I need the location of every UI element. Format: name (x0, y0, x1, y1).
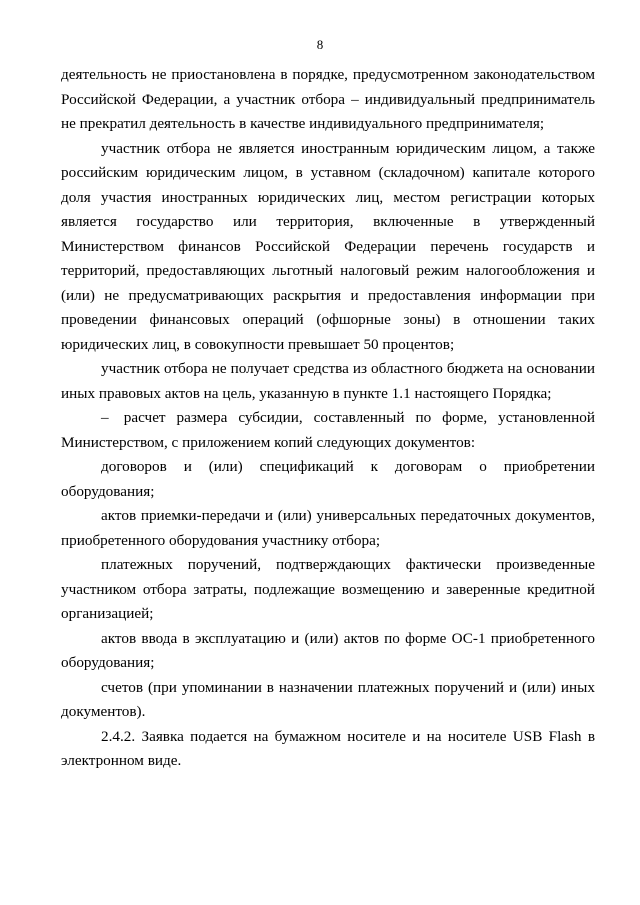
paragraph-regional-budget-condition: участник отбора не получает средства из областного бюджета на основании иных правовых актов на цель, указанную в пункте 1.1 настоящего Порядка; (61, 360, 595, 402)
paragraph-application-submission: 2.4.2. Заявка подается на бумажном носителе и на носителе USB Flash в электронном виде. (61, 727, 595, 769)
paragraph-contracts: договоров и (или) спецификаций к договорам о приобретении оборудования; (61, 458, 595, 500)
paragraph-subsidy-calculation: – расчет размера субсидии, составленный по форме, установленной Министерством, с приложением копий следующих документов: (61, 409, 595, 451)
paragraph-commissioning-acts: актов ввода в эксплуатацию и (или) актов по форме ОС-1 приобретенного оборудования; (61, 629, 595, 671)
paragraph-acceptance-acts: актов приемки-передачи и (или) универсальных передаточных документов, приобретенного оборудования участнику отбора; (61, 507, 595, 549)
paragraph-payment-orders: платежных поручений, подтверждающих фактически произведенные участником отбора затраты, подлежащие возмещению и заверенные кредитной организацией; (61, 556, 595, 622)
page-number: 8 (316, 37, 324, 52)
paragraph-invoices: счетов (при упоминании в назначении платежных поручений и (или) иных документов). (61, 678, 595, 720)
paragraph-continuation: деятельность не приостановлена в порядке, предусмотренном законодательством Российской Федерации, а участник отбора – индивидуальный предприниматель не прекратил деятельность в качестве индивидуального предпринимателя; (61, 66, 595, 132)
document-body (61, 63, 595, 774)
paragraph-foreign-entity-condition: участник отбора не является иностранным юридическим лицом, а также российским юридическим лицом, в уставном (складочном) капитале которого доля участия иностранных юридических лиц, местом регистрации которых является государство или территория, включенные в утвержденный Министерством финансов Российской Федерации перечень государств и территорий, предоставляющих льготный налоговый режим налогообложения и (или) не предусматривающих раскрытия и предоставления информации при проведении финансовых операций (офшорные зоны) в отношении таких юридических лиц, в совокупности превышает 50 процентов; (61, 139, 595, 353)
